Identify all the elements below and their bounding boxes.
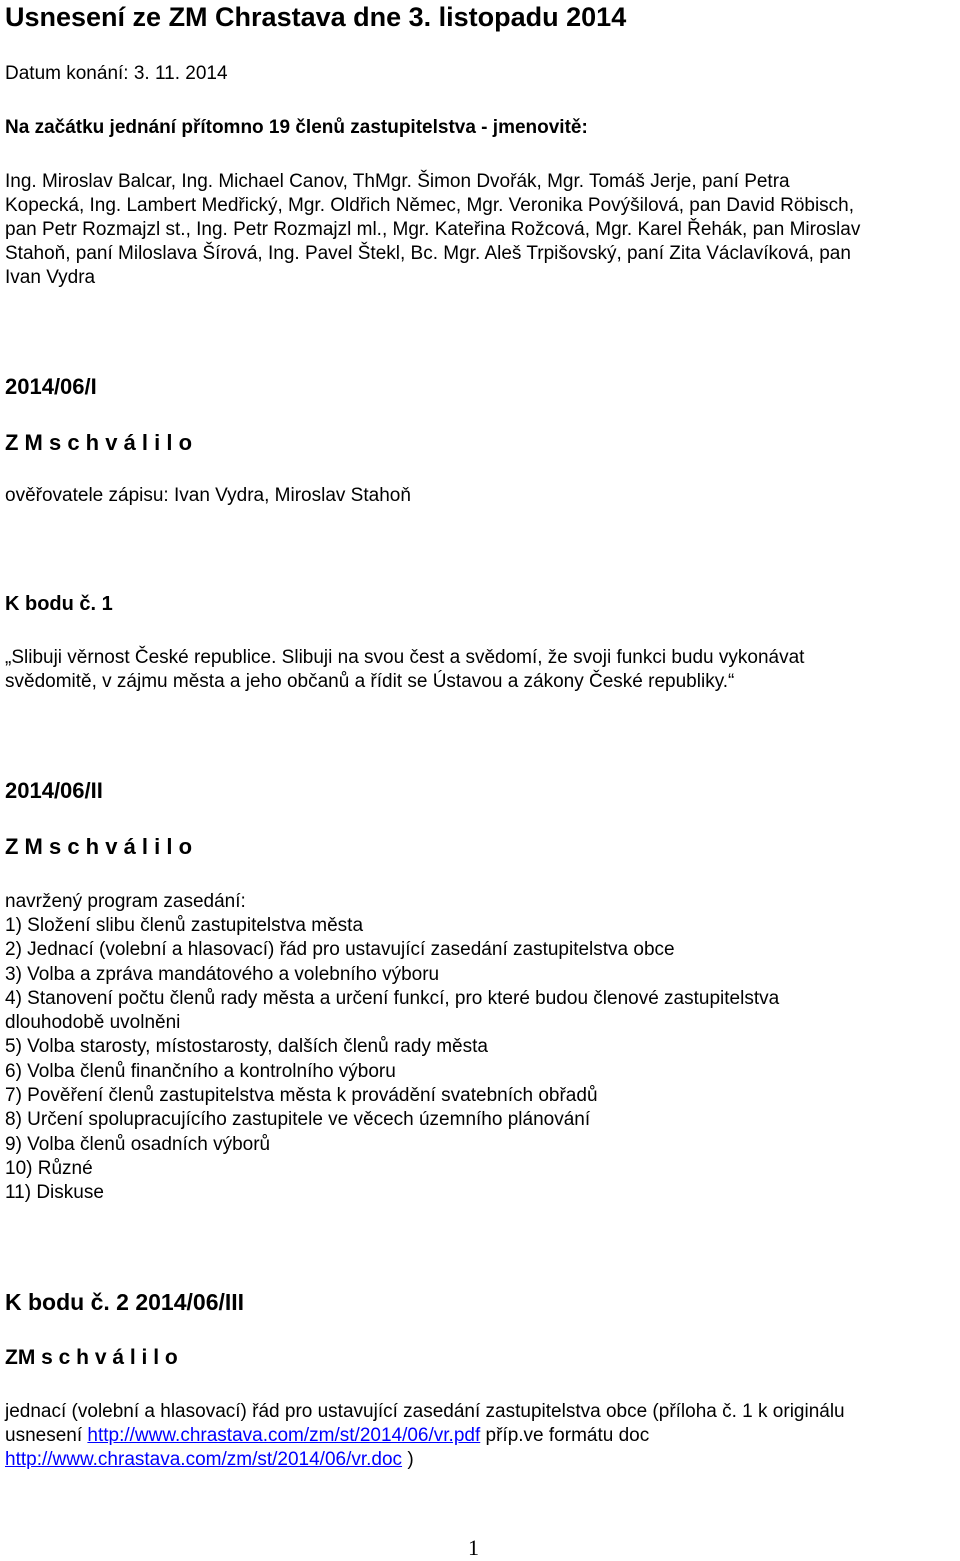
resolution-text-1: ověřovatele zápisu: Ivan Vydra, Miroslav Stahoň bbox=[5, 485, 411, 506]
resolution-verb-2: Z M s c h v á l i l o bbox=[5, 834, 193, 859]
attendance-heading: Na začátku jednání přítomno 19 členů zastupitelstva - jmenovitě: bbox=[5, 117, 588, 138]
vr-doc-link[interactable]: http://www.chrastava.com/zm/st/2014/06/vr.doc bbox=[5, 1449, 403, 1470]
list-item: 11) Diskuse bbox=[5, 1182, 104, 1204]
agenda-point-heading-2: K bodu č. 2 2014/06/III bbox=[5, 1289, 245, 1315]
members-line: Ivan Vydra bbox=[5, 267, 96, 288]
text-prefix: usnesení bbox=[5, 1425, 88, 1446]
vr-pdf-link[interactable]: http://www.chrastava.com/zm/st/2014/06/vr.pdf bbox=[87, 1425, 481, 1446]
members-line: pan Petr Rozmajzl st., Ing. Petr Rozmajzl ml., Mgr. Kateřina Rožcová, Mgr. Karel Řehák, pan Miroslav bbox=[5, 219, 861, 240]
members-line: Stahoň, paní Miloslava Šírová, Ing. Pavel Štekl, Bc. Mgr. Aleš Trpišovský, paní Zita Václavíková, pan bbox=[5, 243, 851, 264]
date-line: Datum konání: 3. 11. 2014 bbox=[5, 63, 228, 84]
list-item: dlouhodobě uvolněni bbox=[5, 1012, 181, 1034]
text-suffix: ) bbox=[402, 1449, 414, 1470]
resolution-text-3-line2 bbox=[5, 1424, 649, 1448]
list-item: 9) Volba členů osadních výborů bbox=[5, 1133, 271, 1155]
list-item: 2) Jednací (volební a hlasovací) řád pro ustavující zasedání zastupitelstva obce bbox=[5, 939, 675, 961]
page-number: 1 bbox=[468, 1535, 479, 1560]
resolution-verb-1: Z M s c h v á l i l o bbox=[5, 430, 193, 455]
resolution-text-3: jednací (volební a hlasovací) řád pro ustavující zasedání zastupitelstva obce (příloha č. 1 k originálu bbox=[5, 1401, 845, 1422]
oath-line: svědomitě, v zájmu města a jeho občanů a řídit se Ústavou a zákony České republiky.“ bbox=[5, 671, 735, 692]
list-item: 1) Složení slibu členů zastupitelstva města bbox=[5, 915, 364, 936]
list-item: 3) Volba a zpráva mandátového a volebního výboru bbox=[5, 963, 440, 985]
list-item: 5) Volba starosty, místostarosty, dalších členů rady města bbox=[5, 1036, 488, 1058]
agenda-point-heading-1: K bodu č. 1 bbox=[5, 593, 113, 615]
members-line: Ing. Miroslav Balcar, Ing. Michael Canov, ThMgr. Šimon Dvořák, Mgr. Tomáš Jerje, paní Petra bbox=[5, 171, 790, 192]
resolution-number-1: 2014/06/I bbox=[5, 374, 97, 399]
members-line: Kopecká, Ing. Lambert Medřický, Mgr. Oldřich Němec, Mgr. Veronika Povýšilová, pan David Röbisch, bbox=[5, 195, 855, 216]
list-item: 4) Stanovení počtu členů rady města a určení funkcí, pro které budou členové zastupitelstva bbox=[5, 987, 780, 1009]
resolution-text-3-line3 bbox=[5, 1448, 414, 1472]
list-item: 10) Různé bbox=[5, 1157, 93, 1179]
program-list bbox=[5, 914, 779, 1206]
text-suffix: příp.ve formátu doc bbox=[480, 1425, 650, 1446]
list-item: 6) Volba členů finančního a kontrolního výboru bbox=[5, 1060, 396, 1082]
resolution-number-2: 2014/06/II bbox=[5, 778, 103, 803]
program-intro: navržený program zasedání: bbox=[5, 891, 246, 912]
list-item: 7) Pověření členů zastupitelstva města k provádění svatebních obřadů bbox=[5, 1085, 598, 1107]
list-item: 8) Určení spolupracujícího zastupitele ve věcech územního plánování bbox=[5, 1109, 591, 1131]
resolution-verb-3: ZM s c h v á l i l o bbox=[5, 1346, 178, 1369]
oath-line: „Slibuji věrnost České republice. Slibuji na svou čest a svědomí, že svoji funkci budu vykonávat bbox=[5, 647, 805, 668]
document-title: Usnesení ze ZM Chrastava dne 3. listopadu 2014 bbox=[5, 2, 627, 32]
